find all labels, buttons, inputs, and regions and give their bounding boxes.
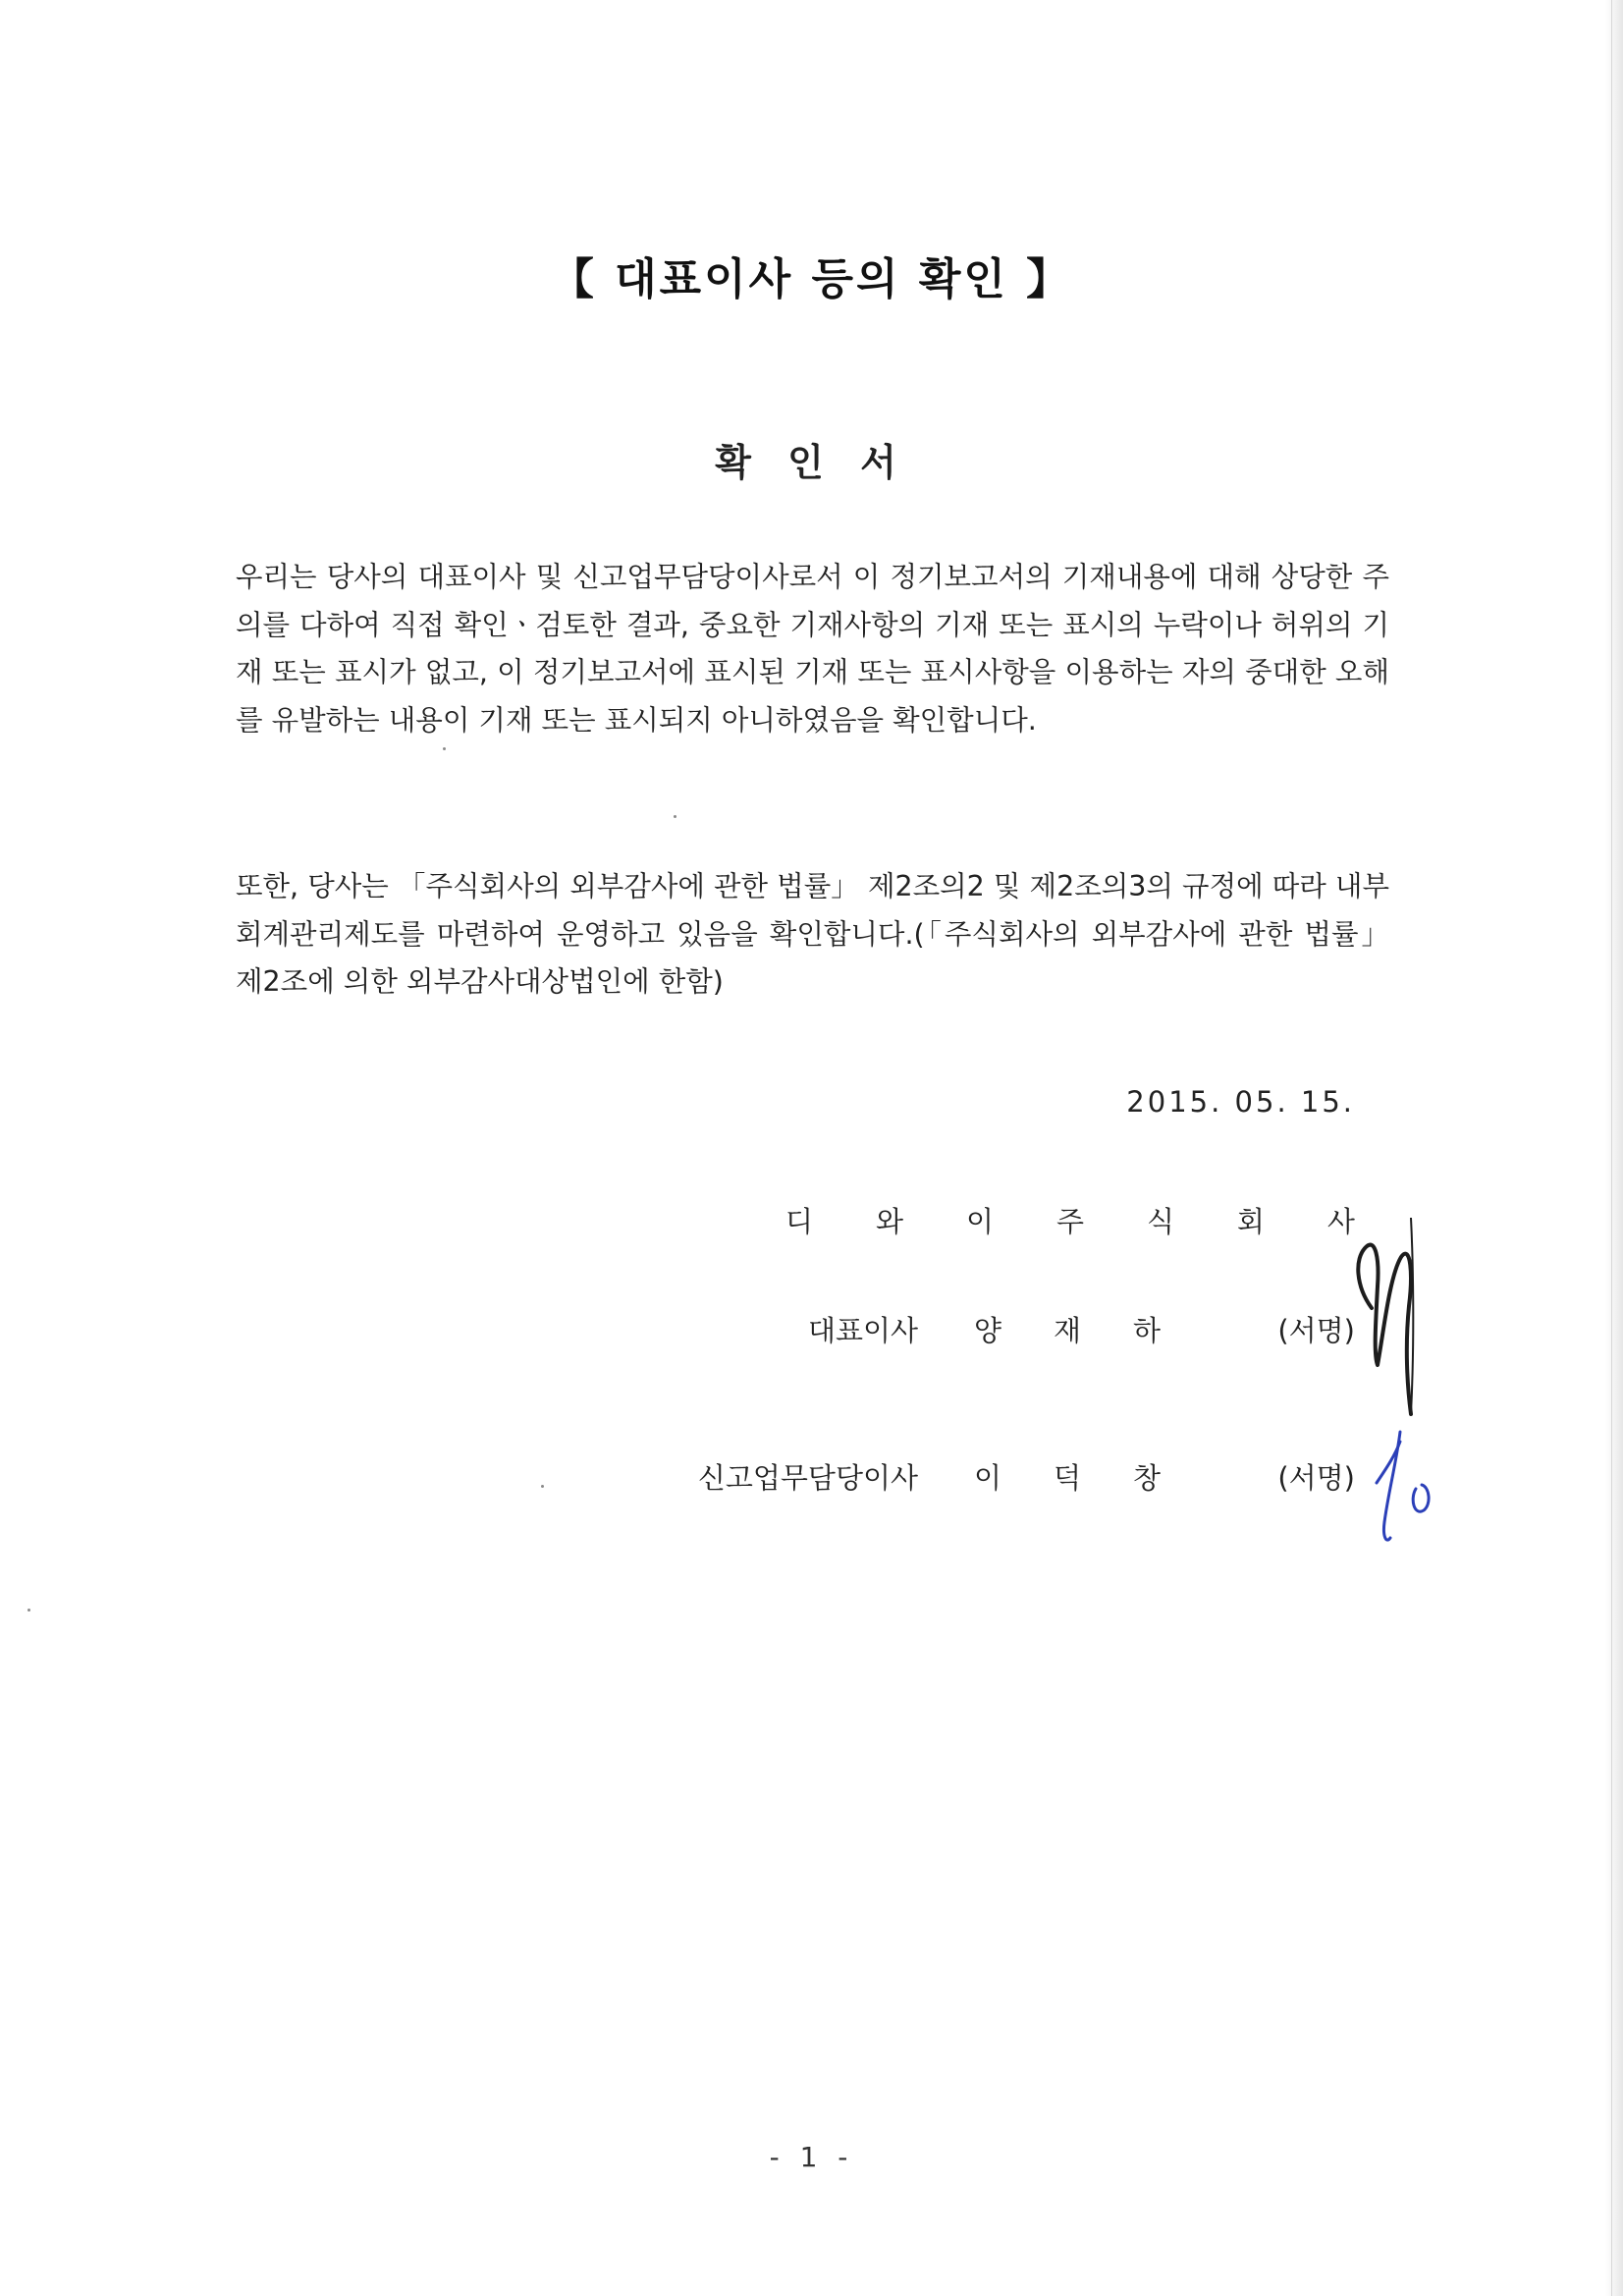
signature-label: (서명)	[1277, 1461, 1355, 1495]
page-number: - 1 -	[769, 2141, 854, 2173]
signatory-name-char: 양	[974, 1314, 1002, 1347]
company-name-char: 주	[1055, 1205, 1084, 1238]
company-name	[785, 1200, 1355, 1240]
page-edge	[1605, 0, 1623, 2296]
scan-speck	[674, 815, 676, 818]
company-name-char: 와	[875, 1205, 903, 1238]
scan-speck	[443, 747, 446, 750]
signatory-name-char: 하	[1132, 1314, 1161, 1347]
company-name-char: 식	[1146, 1205, 1174, 1238]
signatory-title: 신고업무담당이사	[697, 1461, 918, 1495]
internal-control-paragraph: 또한, 당사는 「주식회사의 외부감사에 관한 법률」 제2조의2 및 제2조의3의 규정에 따라 내부회계관리제도를 마련하여 운영하고 있음을 확인합니다.(「주식회사의 외부감사에 관한 법률」 제2조에 의한 외부감사대상법인에 한함)	[236, 870, 1389, 998]
signatory-name	[974, 1309, 1161, 1349]
signatory-title: 대표이사	[807, 1314, 918, 1347]
signature-label: (서명)	[1277, 1314, 1355, 1347]
document-subtitle: 확 인 서	[715, 441, 908, 484]
page-title: 【 대표이사 등의 확인 】	[550, 254, 1073, 304]
confirmation-paragraph: 우리는 당사의 대표이사 및 신고업무담당이사로서 이 정기보고서의 기재내용에 대해 상당한 주의를 다하여 직접 확인ㆍ검토한 결과, 중요한 기재사항의 기재 또는 표시의 누락이나 허위의 기재 또는 표시가 없고, 이 정기보고서에 표시된 기재 또는 표시사항을 이용하는 자의 중대한 오해를 유발하는 내용이 기재 또는 표시되지 아니하였음을 확인합니다.	[236, 561, 1389, 737]
signatory-name	[974, 1456, 1161, 1497]
signatory-name-char: 재	[1053, 1314, 1081, 1347]
company-name-char: 디	[785, 1205, 814, 1238]
signatory-name-char: 덕	[1053, 1461, 1081, 1495]
company-name-char: 회	[1236, 1205, 1265, 1238]
signatory-row-ceo	[609, 1309, 1355, 1352]
scan-speck	[27, 1609, 30, 1612]
company-name-char: 이	[965, 1205, 994, 1238]
scan-speck	[541, 1485, 544, 1488]
company-name-char: 사	[1326, 1205, 1355, 1238]
signatory-row-reporting-director	[609, 1456, 1355, 1500]
document-date: 2015. 05. 15.	[1126, 1085, 1355, 1119]
handwritten-signature-icon	[1345, 1414, 1453, 1561]
signatory-name-char: 이	[974, 1461, 1002, 1495]
signatory-name-char: 창	[1132, 1461, 1161, 1495]
handwritten-signature-icon	[1350, 1218, 1438, 1434]
